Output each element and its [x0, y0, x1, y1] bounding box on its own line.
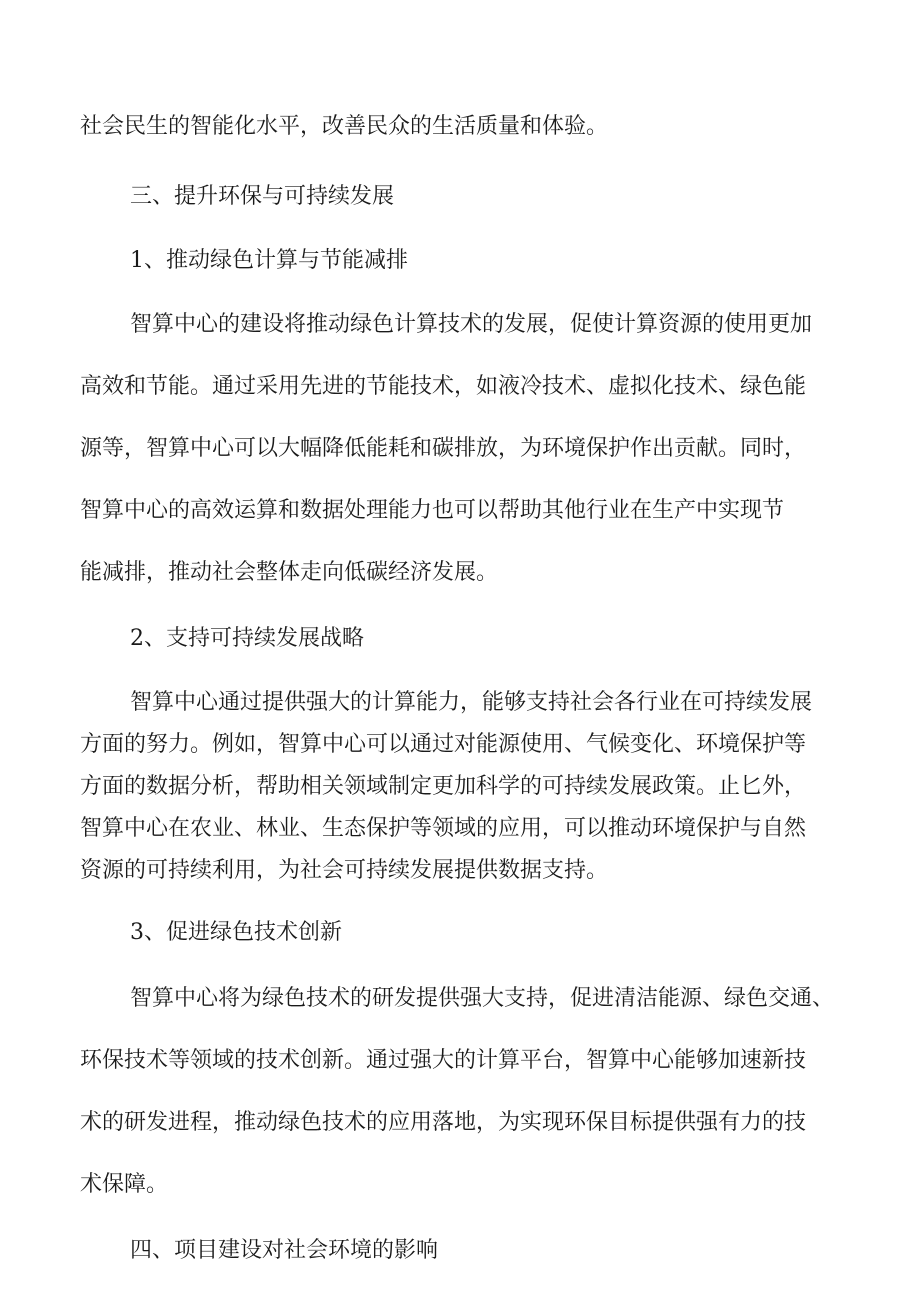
paragraph-line: 术的研发进程，推动绿色技术的应用落地，为实现环保目标提供强有力的技	[80, 1110, 807, 1135]
subsection-heading: 3、促进绿色技术创新	[130, 920, 342, 945]
paragraph-line: 高效和节能。通过采用先进的节能技术，如液冷技术、虚拟化技术、绿色能	[80, 374, 807, 399]
paragraph-line: 源等，智算中心可以大幅降低能耗和碳排放，为环境保护作出贡献。同时，	[80, 436, 807, 461]
paragraph-line: 资源的可持续利用，为社会可持续发展提供数据支持。	[80, 858, 609, 883]
paragraph-line: 智算中心的建设将推动绿色计算技术的发展，促使计算资源的使用更加	[130, 312, 813, 337]
paragraph-line: 方面的数据分析，帮助相关领域制定更加科学的可持续发展政策。止匕外，	[80, 774, 807, 799]
paragraph-line: 环保技术等领域的技术创新。通过强大的计算平台，智算中心能够加速新技	[80, 1048, 807, 1073]
paragraph-line: 智算中心通过提供强大的计算能力，能够支持社会各行业在可持续发展	[130, 690, 813, 715]
subsection-heading: 1、推动绿色计算与节能减排	[130, 248, 408, 273]
paragraph-line: 社会民生的智能化水平，改善民众的生活质量和体验。	[80, 114, 609, 139]
section-heading: 三、提升环保与可持续发展	[130, 184, 395, 209]
paragraph-line: 术保障。	[80, 1172, 169, 1197]
paragraph-line: 能减排，推动社会整体走向低碳经济发展。	[80, 560, 499, 585]
section-heading: 四、项目建设对社会环境的影响	[130, 1238, 439, 1263]
paragraph-line: 智算中心的高效运算和数据处理能力也可以帮助其他行业在生产中实现节	[80, 498, 785, 523]
subsection-heading: 2、支持可持续发展战略	[130, 626, 364, 651]
paragraph-line: 智算中心将为绿色技术的研发提供强大支持，促进清洁能源、绿色交通、	[130, 986, 835, 1011]
paragraph-line: 智算中心在农业、林业、生态保护等领域的应用，可以推动环境保护与自然	[80, 816, 807, 841]
paragraph-line: 方面的努力。例如，智算中心可以通过对能源使用、气候变化、环境保护等	[80, 732, 807, 757]
